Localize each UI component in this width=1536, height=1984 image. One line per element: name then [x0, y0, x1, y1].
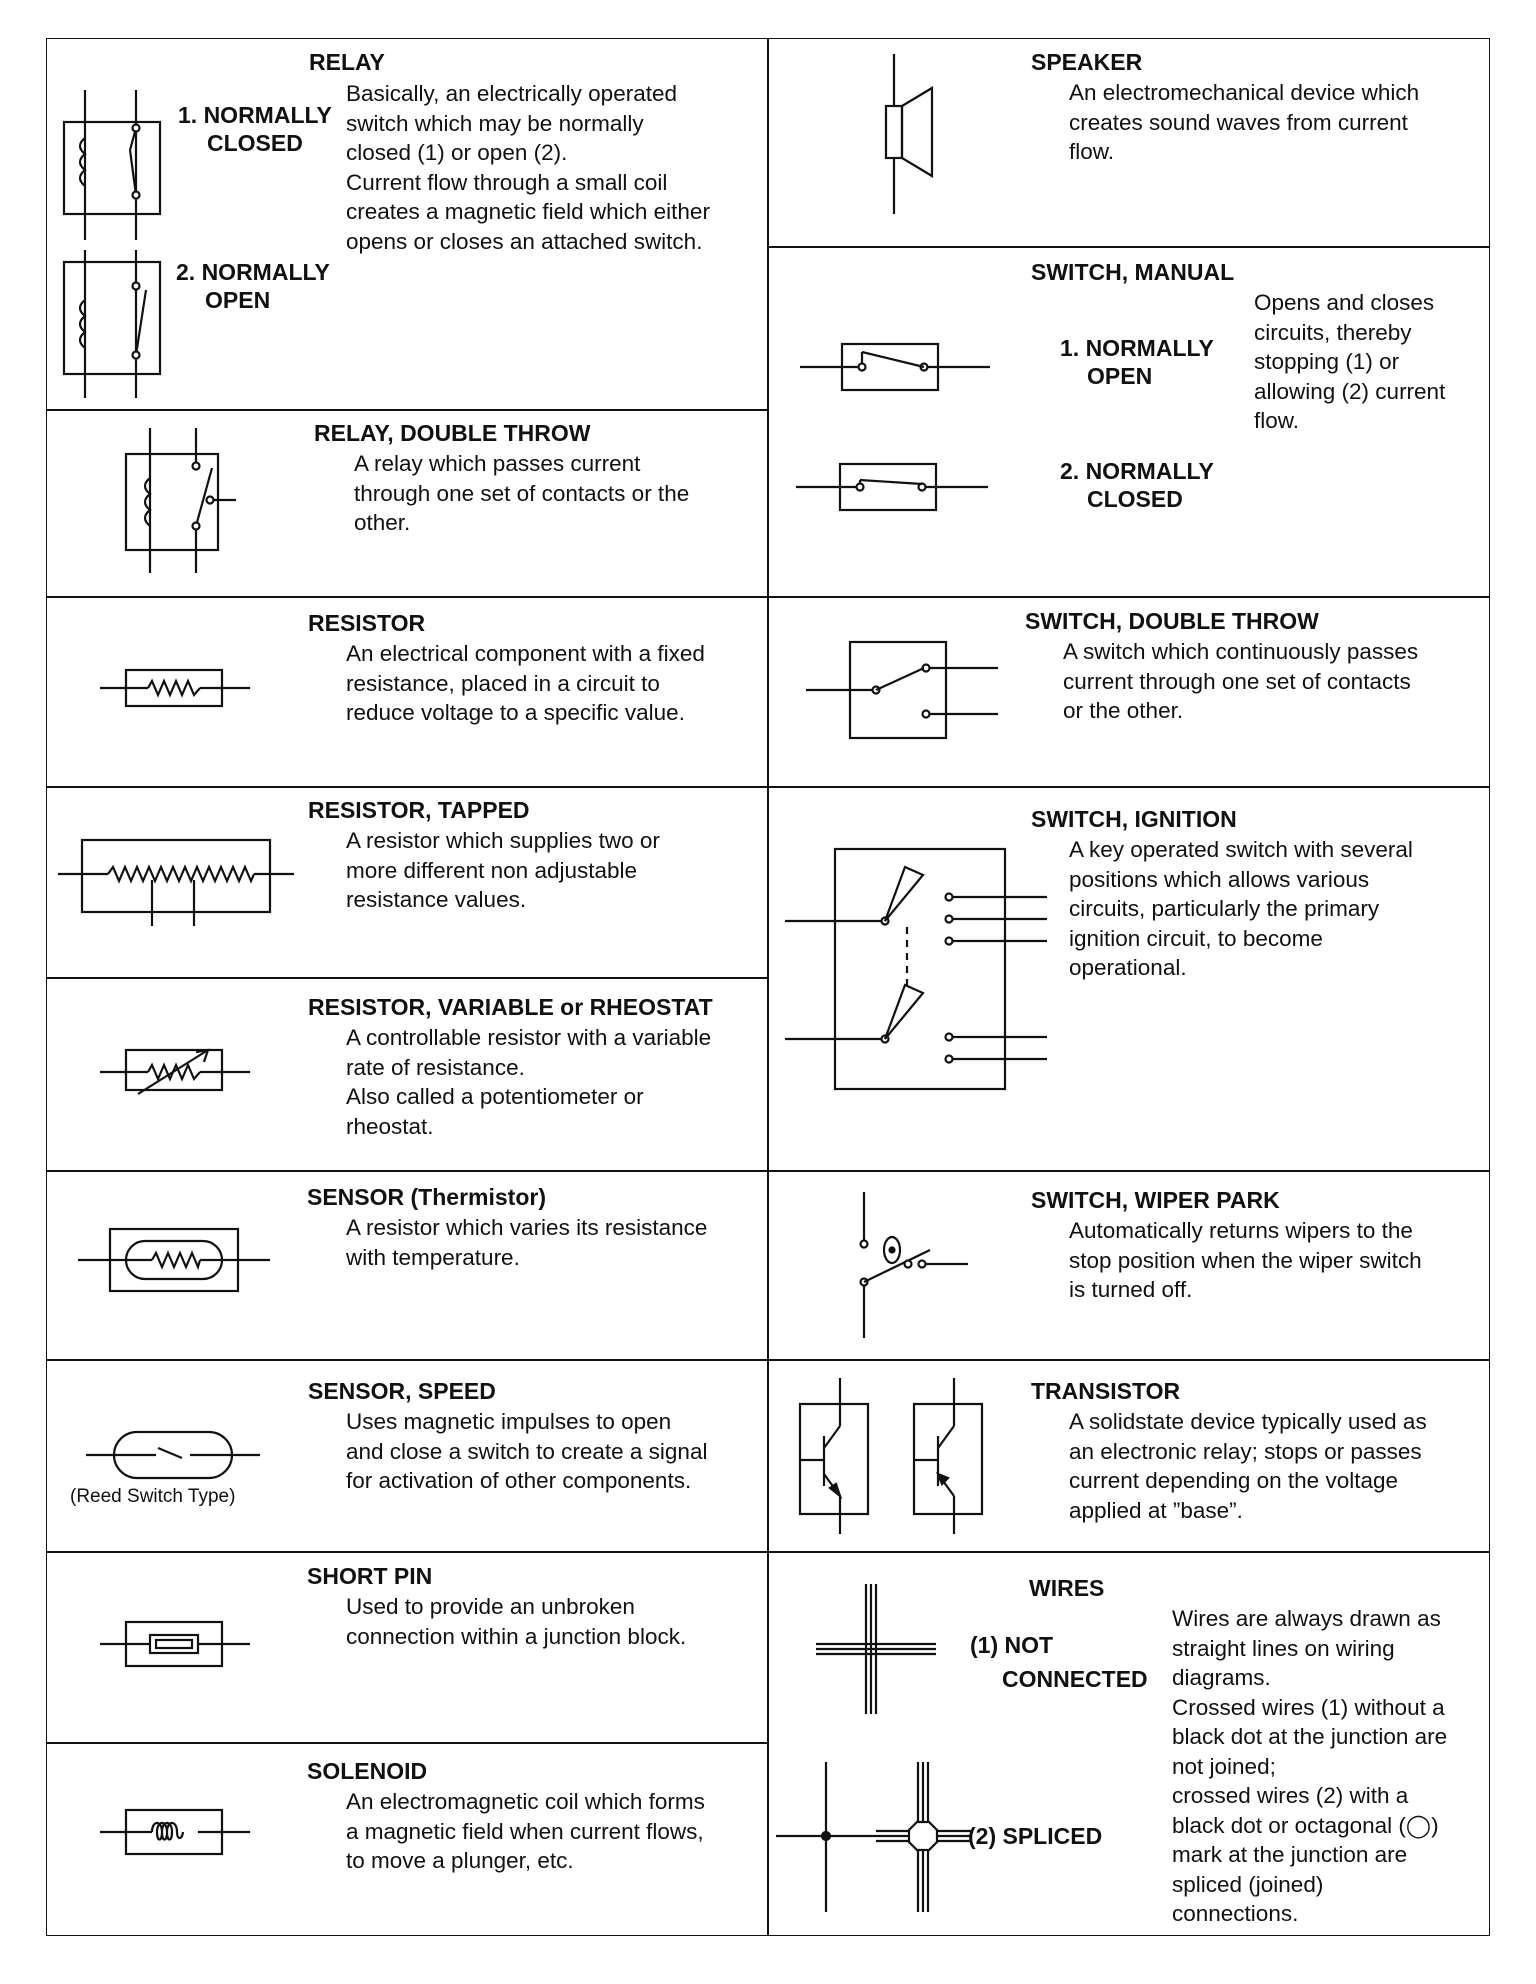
row-divider: [768, 596, 1490, 598]
row-divider: [768, 1359, 1490, 1361]
row-divider: [46, 1742, 768, 1744]
switch-ignition-icon: [785, 845, 1047, 1091]
sensor-thermistor-icon: [78, 1225, 270, 1295]
sensor-speed-title: SENSOR, SPEED: [308, 1378, 496, 1404]
resistor-tapped-icon: [58, 836, 294, 926]
solenoid-title: SOLENOID: [307, 1758, 428, 1784]
resistor-tapped-description: A resistor which supplies two or more different non adjustable resistance values.: [346, 828, 660, 912]
sensor-thermistor-title: SENSOR (Thermistor): [307, 1184, 546, 1210]
switch-manual-normally-open-icon: [800, 340, 990, 392]
transistor-pnp-icon: [908, 1378, 988, 1534]
relay-description: Basically, an electrically operated switch which may be normally closed (1) or open (2). Current flow through a small coil creates a magnetic field which either opens or closes an attached switch.: [346, 81, 710, 254]
transistor-description: A solidstate device typically used as an electronic relay; stops or passes current depending on the voltage applied at ”base”.: [1069, 1409, 1427, 1523]
row-divider: [46, 596, 768, 598]
switch-manual-description: Opens and closes circuits, thereby stopping (1) or allowing (2) current flow.: [1254, 290, 1446, 433]
resistor-title: RESISTOR: [308, 610, 426, 636]
solenoid-description: An electromagnetic coil which forms a magnetic field when current flows, to move a plunger, etc.: [346, 1789, 705, 1873]
short-pin-icon: [100, 1618, 250, 1670]
relay-double-throw-title: RELAY, DOUBLE THROW: [314, 420, 591, 446]
relay-title: RELAY: [309, 49, 385, 75]
switch-manual-title: SWITCH, MANUAL: [1031, 259, 1235, 285]
wires-spliced-icon: [776, 1762, 972, 1912]
relay-normally-closed-icon: [60, 90, 170, 240]
wires-not-connected-icon: [816, 1584, 936, 1714]
resistor-variable-title: RESISTOR, VARIABLE or RHEOSTAT: [308, 994, 713, 1020]
sensor-thermistor-description: A resistor which varies its resistance with temperature.: [346, 1215, 708, 1270]
row-divider: [768, 1170, 1490, 1172]
row-divider: [768, 786, 1490, 788]
switch-manual-normally-closed-icon: [796, 460, 988, 512]
row-divider: [46, 1359, 768, 1361]
switch-ignition-title: SWITCH, IGNITION: [1031, 806, 1237, 832]
switch-manual-option-1-label: 1. NORMALLY OPEN: [1060, 335, 1214, 389]
resistor-icon: [100, 664, 250, 712]
sensor-speed-icon: [86, 1428, 260, 1480]
wires-option-2-label: (2) SPLICED: [968, 1823, 1103, 1849]
relay-double-throw-description: A relay which passes current through one set of contacts or the other.: [354, 451, 690, 535]
speaker-title: SPEAKER: [1031, 49, 1143, 75]
switch-double-throw-icon: [806, 638, 998, 742]
column-divider: [767, 38, 769, 1936]
short-pin-title: SHORT PIN: [307, 1563, 433, 1589]
resistor-description: An electrical component with a fixed resistance, placed in a circuit to reduce voltage to a specific value.: [346, 641, 705, 725]
transistor-title: TRANSISTOR: [1031, 1378, 1181, 1404]
row-divider: [46, 786, 768, 788]
solenoid-icon: [100, 1806, 250, 1858]
relay-option-1-label: 1. NORMALLY CLOSED: [178, 102, 332, 156]
row-divider: [768, 246, 1490, 248]
sensor-speed-caption: (Reed Switch Type): [70, 1486, 236, 1507]
relay-normally-open-icon: [60, 250, 170, 398]
switch-double-throw-title: SWITCH, DOUBLE THROW: [1025, 608, 1319, 634]
switch-wiper-park-description: Automatically returns wipers to the stop position when the wiper switch is turned off.: [1069, 1218, 1422, 1302]
row-divider: [46, 409, 768, 411]
transistor-npn-icon: [794, 1378, 874, 1534]
short-pin-description: Used to provide an unbroken connection within a junction block.: [346, 1594, 687, 1649]
sensor-speed-description: Uses magnetic impulses to open and close a switch to create a signal for activation of other components.: [346, 1409, 708, 1493]
wires-description: Wires are always drawn as straight lines on wiring diagrams. Crossed wires (1) without a black dot at the junction are not joined; crossed wires (2) with a black dot or octagonal (◯) mark at the junction are spliced (joined) connections.: [1172, 1606, 1448, 1926]
relay-double-throw-icon: [118, 428, 248, 573]
switch-ignition-description: A key operated switch with several positions which allows various circuits, particularly the primary ignition circuit, to become operational.: [1069, 837, 1413, 980]
switch-double-throw-description: A switch which continuously passes current through one set of contacts or the other.: [1063, 639, 1419, 723]
switch-wiper-park-title: SWITCH, WIPER PARK: [1031, 1187, 1280, 1213]
row-divider: [46, 1551, 768, 1553]
resistor-tapped-title: RESISTOR, TAPPED: [308, 797, 530, 823]
relay-option-2-label: 2. NORMALLY OPEN: [176, 259, 330, 313]
resistor-variable-icon: [100, 1046, 250, 1098]
speaker-icon: [880, 54, 940, 214]
switch-manual-option-2-label: 2. NORMALLY CLOSED: [1060, 458, 1214, 512]
row-divider: [46, 1170, 768, 1172]
switch-wiper-park-icon: [850, 1192, 968, 1338]
speaker-description: An electromechanical device which creates sound waves from current flow.: [1069, 80, 1420, 164]
row-divider: [46, 977, 768, 979]
wires-option-1-label: (1) NOT CONNECTED: [970, 1632, 1148, 1692]
wires-title: WIRES: [1029, 1575, 1105, 1601]
row-divider: [768, 1551, 1490, 1553]
resistor-variable-description: A controllable resistor with a variable rate of resistance. Also called a potentiometer or rheostat.: [346, 1025, 712, 1139]
